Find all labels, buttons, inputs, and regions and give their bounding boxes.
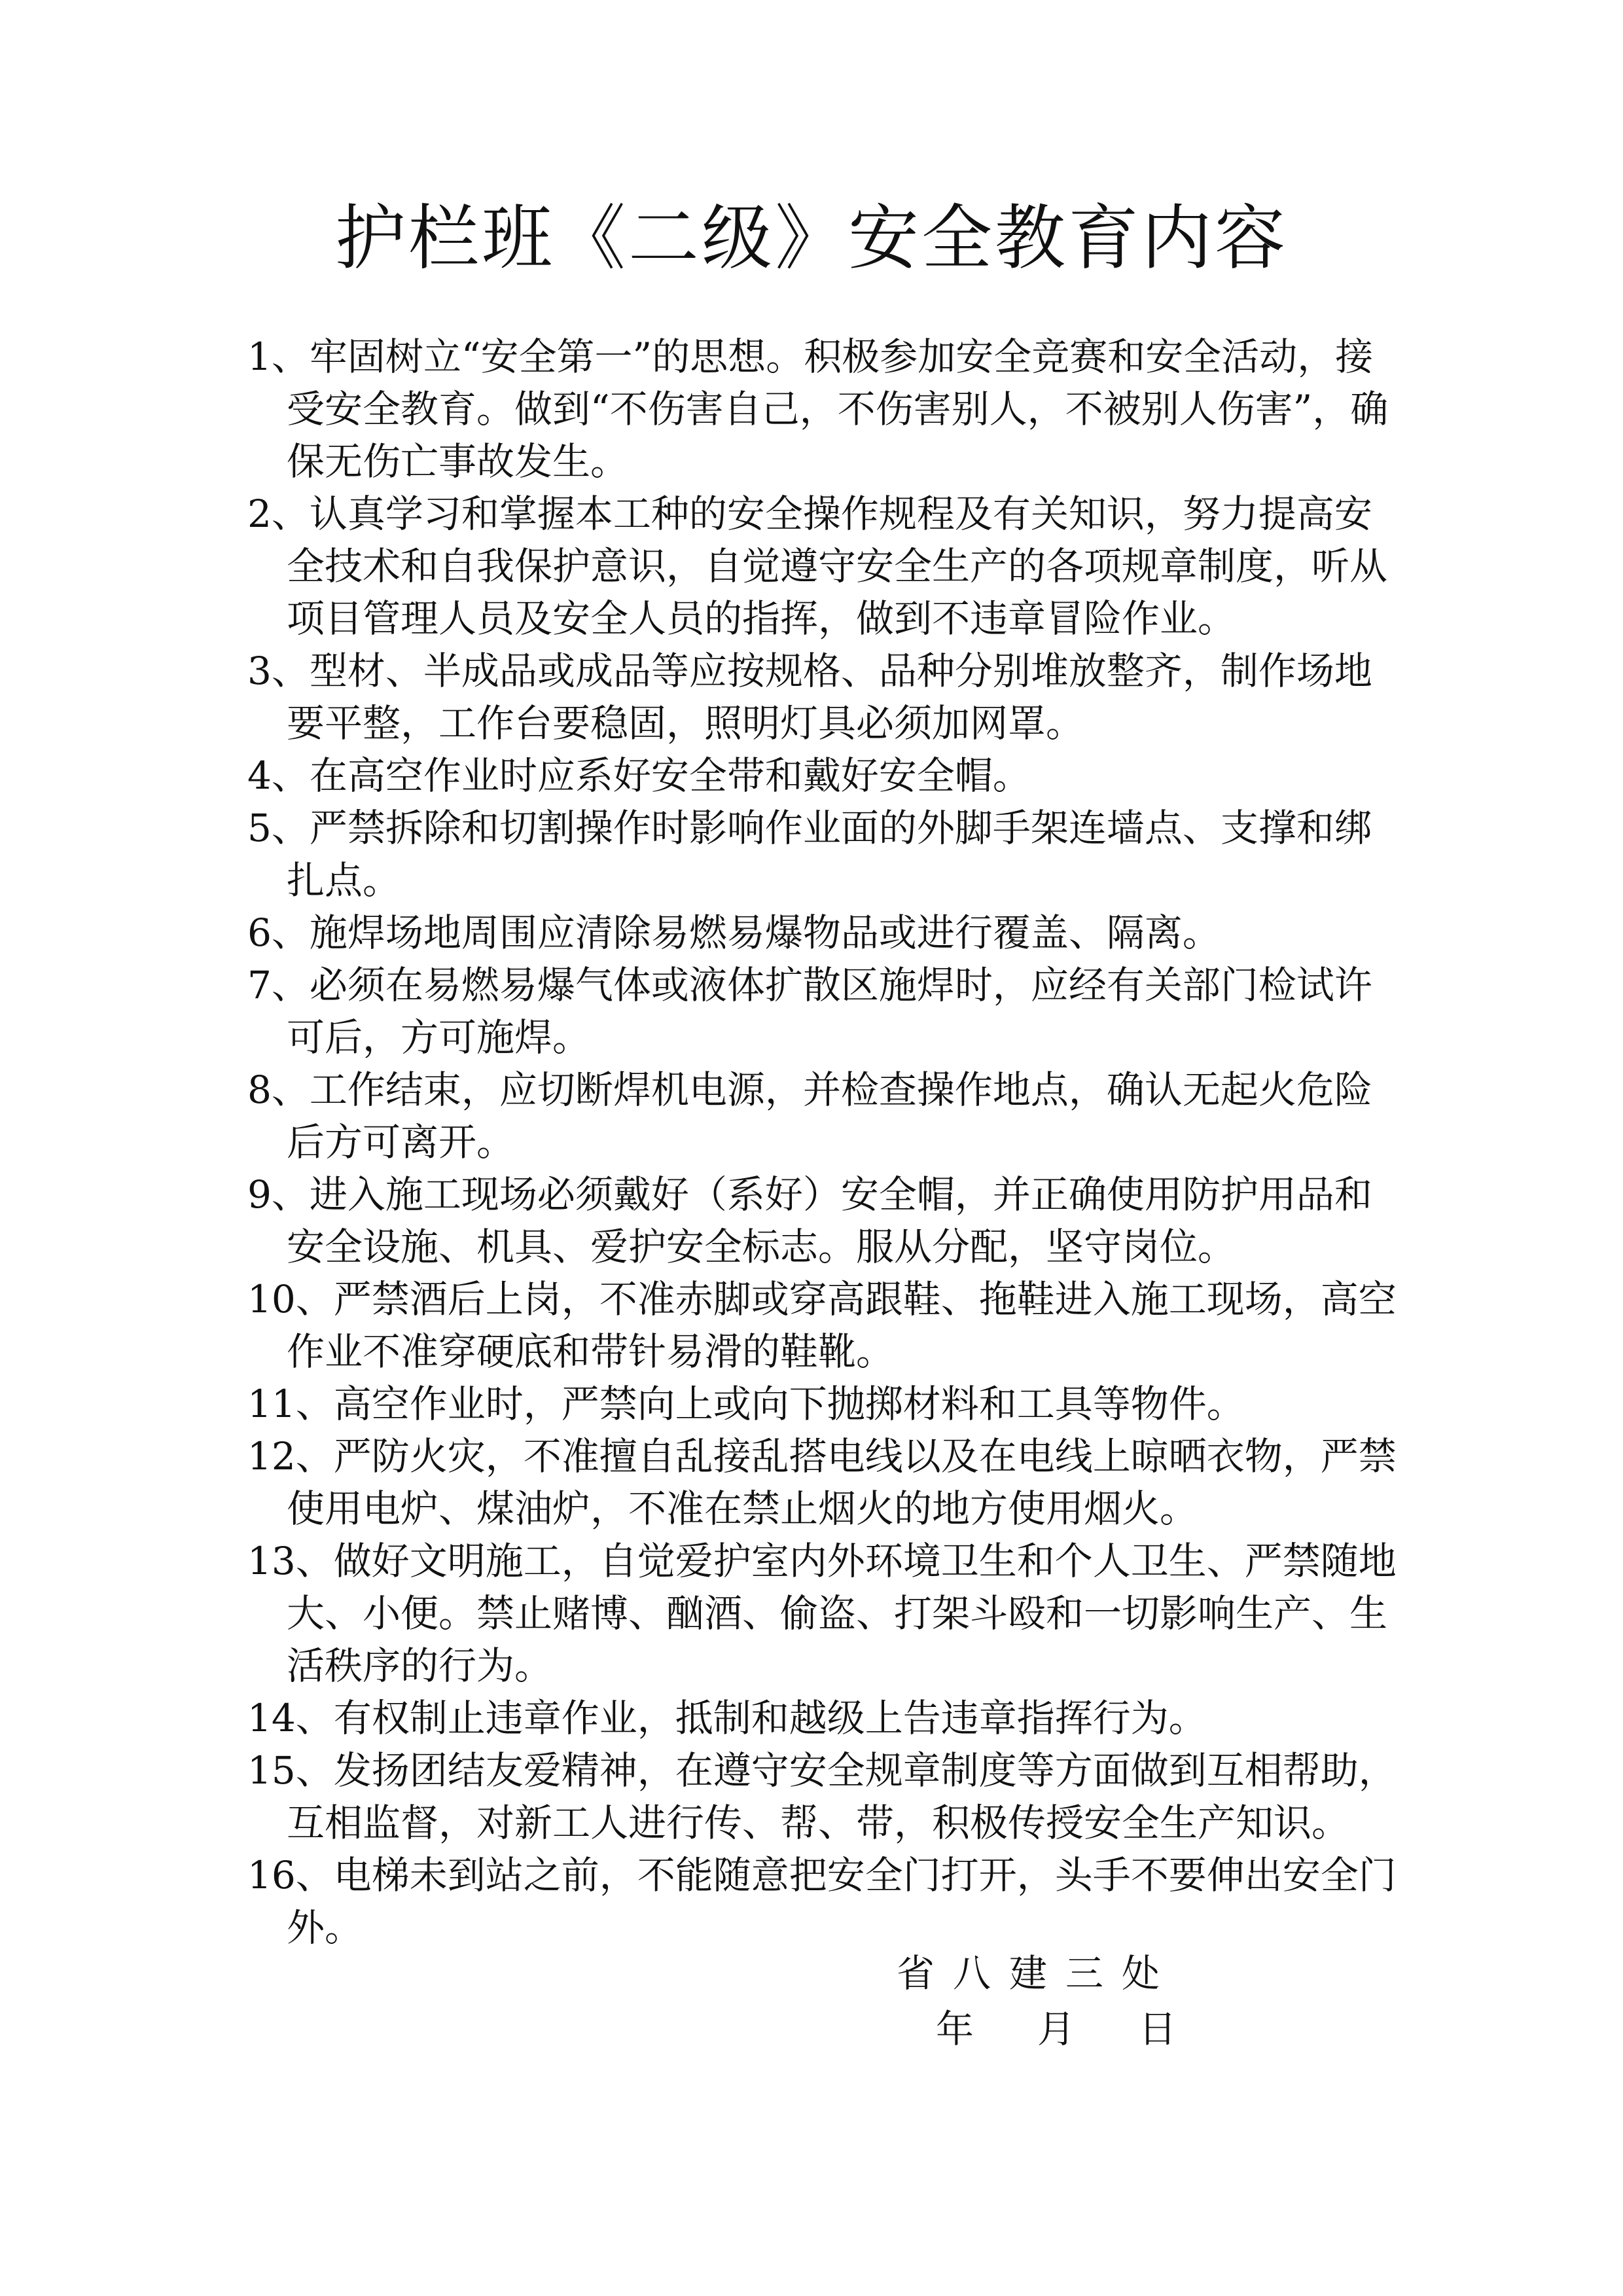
signature-organization: 省八建三处	[897, 1951, 1179, 1996]
list-item: 5、严禁拆除和切割操作时影响作业面的外脚手架连墙点、支撑和绑扎点。	[247, 806, 1372, 903]
page-title: 护栏班《二级》安全教育内容	[334, 198, 1288, 279]
list-item: 9、进入施工现场必须戴好（系好）安全帽，并正确使用防护用品和安全设施、机具、爱护安全标志。服从分配，坚守岗位。	[247, 1172, 1372, 1269]
safety-rules-list	[247, 331, 1406, 1954]
list-item: 13、做好文明施工，自觉爱护室内外环境卫生和个人卫生、严禁随地大、小便。禁止赌博、酗酒、偷盗、打架斗殴和一切影响生产、生活秩序的行为。	[247, 1539, 1397, 1688]
list-item: 1、牢固树立“安全第一”的思想。积极参加安全竞赛和安全活动，接受安全教育。做到“不伤害自己，不伤害别人，不被别人伤害”，确保无伤亡事故发生。	[247, 334, 1389, 484]
list-item: 4、在高空作业时应系好安全带和戴好安全帽。	[247, 753, 1031, 798]
list-item: 2、认真学习和掌握本工种的安全操作规程及有关知识，努力提高安全技术和自我保护意识，自觉遵守安全生产的各项规章制度，听从项目管理人员及安全人员的指挥，做到不违章冒险作业。	[247, 492, 1388, 641]
signature-date: 年 月 日	[936, 2007, 1190, 2051]
list-item: 3、型材、半成品或成品等应按规格、品种分别堆放整齐，制作场地要平整，工作台要稳固，照明灯具必须加网罩。	[247, 649, 1372, 745]
list-item: 16、电梯未到站之前，不能随意把安全门打开，头手不要伸出安全门外。	[247, 1853, 1397, 1950]
list-item: 10、严禁酒后上岗，不准赤脚或穿高跟鞋、拖鞋进入施工现场，高空作业不准穿硬底和带针易滑的鞋靴。	[247, 1277, 1397, 1374]
list-item: 7、必须在易燃易爆气体或液体扩散区施焊时，应经有关部门检试许可后，方可施焊。	[247, 963, 1372, 1060]
list-item: 12、严防火灾，不准擅自乱接乱搭电线以及在电线上晾晒衣物，严禁使用电炉、煤油炉，不准在禁止烟火的地方使用烟火。	[247, 1434, 1397, 1531]
list-item: 8、工作结束，应切断焊机电源，并检查操作地点，确认无起火危险后方可离开。	[247, 1067, 1372, 1164]
list-item: 11、高空作业时，严禁向上或向下抛掷材料和工具等物件。	[247, 1382, 1245, 1426]
list-item: 14、有权制止违章作业，抵制和越级上告违章指挥行为。	[247, 1696, 1207, 1740]
list-item: 15、发扬团结友爱精神，在遵守安全规章制度等方面做到互相帮助，互相监督，对新工人进行传、帮、带，积极传授安全生产知识。	[247, 1748, 1397, 1845]
list-item: 6、施焊场地周围应清除易燃易爆物品或进行覆盖、隔离。	[247, 910, 1221, 955]
